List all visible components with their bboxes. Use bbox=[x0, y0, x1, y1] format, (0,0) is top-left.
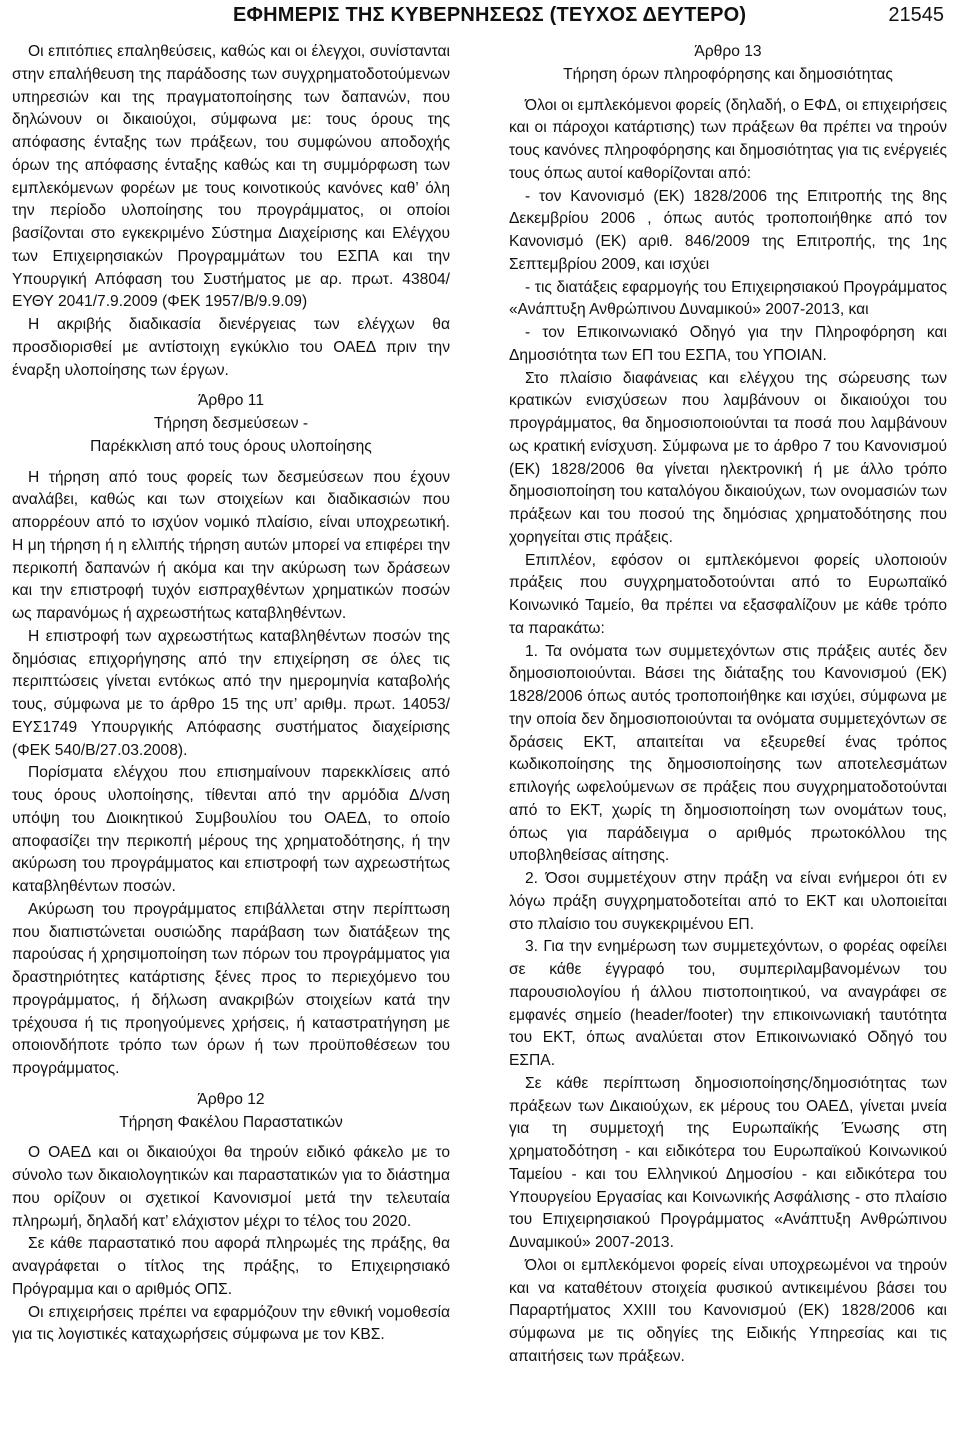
article-13-subtitle: Τήρηση όρων πληροφόρησης και δημοσιότητας bbox=[563, 65, 893, 83]
list-item: - τον Κανονισμό (ΕΚ) 1828/2006 της Επιτροπής της 8ης Δεκεμβρίου 2006 , όπως αυτός τροποποιήθηκε από τον Κανονισμό (ΕΚ) αριθ. 846/2009 της Επιτροπής, της 1ης Σεπτεμβρίου 2009, και ισχύει bbox=[509, 187, 947, 273]
paragraph: Επιπλέον, εφόσον οι εμπλεκόμενοι φορείς υλοποιούν πράξεις που συγχρηματοδοτούνται από το Ευρωπαϊκό Κοινωνικό Ταμείο, θα πρέπει να εξασφαλίζουν με κάθε τρόπο τα παρακάτω: bbox=[509, 551, 947, 637]
gazette-title: ΕΦΗΜΕΡΙΣ ΤΗΣ ΚΥΒΕΡΝΗΣΕΩΣ (ΤΕΥΧΟΣ ΔΕΥΤΕΡΟ) bbox=[233, 4, 747, 26]
paragraph: Σε κάθε παραστατικό που αφορά πληρωμές της πράξης, θα αναγράφεται ο τίτλος της πράξης, το Επιχειρησιακό Πρόγραμμα και ο αριθμός ΟΠΣ. bbox=[12, 1235, 450, 1298]
paragraph: Η επιστροφή των αχρεωστήτως καταβληθέντων ποσών της δημόσιας επιχορήγησης από την επιχείρηση σε όλες τις περιπτώσεις γίνεται εντόκως από την ημερομηνία καταβολής τους, σύμφωνα με το άρθρο 15 της υπ’ αριθμ. πρωτ. 14053/ΕΥΣ1749 Υπουργικής Απόφασης συστήματος διαχείρισης (ΦΕΚ 540/Β/27.03.2008). bbox=[12, 627, 450, 759]
paragraph: Όλοι οι εμπλεκόμενοι φορείς (δηλαδή, ο ΕΦΔ, οι επιχειρήσεις και οι πάροχοι κατάρτισης) των πράξεων θα πρέπει να τηρούν τους κανόνες πληροφόρησης και δημοσιότητας για τις ενέργειές τους όπως αυτοί καθορίζονται από: bbox=[509, 96, 947, 182]
article-12-subtitle: Τήρηση Φακέλου Παραστατικών bbox=[119, 1113, 343, 1131]
paragraph: Οι επιχειρήσεις πρέπει να εφαρμόζουν την εθνική νομοθεσία για τις λογιστικές καταχωρήσεις σύμφωνα με τον ΚΒΣ. bbox=[12, 1303, 450, 1344]
article-13-title: Άρθρο 13 bbox=[694, 43, 762, 60]
right-column bbox=[509, 40, 947, 1369]
paragraph: Οι επιτόπιες επαληθεύσεις, καθώς και οι έλεγχοι, συνίστανται στην επαλήθευση της παράδοσης των συγχρηματοδοτούμενων υπηρεσιών και της πραγματοποίησης των δαπανών, που δηλώνουν οι δικαιούχοι, σύμφωνα με: τους όρους της απόφασης ένταξης των πράξεων, του συμφώνου αποδοχής όρων της απόφασης ένταξης καθώς και τη συμμόρφωση των εμπλεκόμενων φορέων με τους κοινοτικούς κανόνες καθ’ όλη την περίοδο υλοποίησης του προγράμματος, οι οποίοι βασίζονται στο εγκεκριμένο Σύστημα Διαχείρισης και Ελέγχου των Επιχειρησιακών Προγραμμάτων του ΕΣΠΑ και την Υπουργική Απόφαση του Συστήματος με αρ. πρωτ. 43804/ΕΥΘΥ 2041/7.9.2009 (ΦΕΚ 1957/Β/9.9.09) bbox=[12, 43, 450, 311]
left-column bbox=[12, 40, 450, 1347]
paragraph: Στο πλαίσιο διαφάνειας και ελέγχου της σώρευσης των κρατικών ενισχύσεων που λαμβάνουν οι δικαιούχοι του προγράμματος, θα δημοσιοποιούνται τα ποσά που λαμβάνουν ως κρατική ενίσχυση. Σύμφωνα με το άρθρο 7 του Κανονισμού (ΕΚ) 1828/2006 θα γίνεται ηλεκτρονική ή με άλλο τρόπο δημοσιοποίηση του καταλόγου δικαιούχων, των ονομασιών των πράξεων και του ποσού της δημόσιας χρηματοδότησης που χορηγείται στις πράξεις. bbox=[509, 369, 947, 546]
paragraph: Η ακριβής διαδικασία διενέργειας των ελέγχων θα προσδιορισθεί με αντίστοιχη εγκύκλιο του ΟΑΕΔ πριν την έναρξη υλοποίησης των έργων. bbox=[12, 316, 450, 379]
article-11-title: Άρθρο 11 bbox=[197, 392, 264, 410]
article-11-subtitle: Παρέκκλιση από τους όρους υλοποίησης bbox=[90, 437, 372, 455]
paragraph: Πορίσματα ελέγχου που επισημαίνουν παρεκκλίσεις από τους όρους υλοποίησης, τίθενται από την αρμόδια Δ/νση υπόψη του Διοικητικού Συμβουλίου του ΟΑΕΔ, το οποίο αποφασίζει την περικοπή μέρους της χρηματοδότησης, ή την ακύρωση του προγράμματος και επιστροφή των αχρεωστήτως καταβληθέντων ποσών. bbox=[12, 764, 450, 895]
page-number: 21545 bbox=[888, 4, 944, 26]
paragraph: Ακύρωση του προγράμματος επιβάλλεται στην περίπτωση που διαπιστώνεται ουσιώδης παράβαση των διατάξεων της παρούσας ή χρησιμοποίηση των πόρων του προγράμματος για δραστηριότητες κατάρτισης ξένες προς το περιεχόμενο του προγράμματος, ή δήλωση ανακριβών στοιχείων κατά την τρέχουσα ή τις προηγούμενες χρήσεις, ή καταστρατήγηση με οποιονδήποτε τρόπο των όρων ή των προϋποθέσεων του προγράμματος. bbox=[12, 900, 450, 1077]
paragraph: Σε κάθε περίπτωση δημοσιοποίησης/δημοσιότητας των πράξεων των Δικαιούχων, εκ μέρους του ΟΑΕΔ, γίνεται μνεία για τη συμμετοχή της Ευρωπαϊκής Ένωσης στη χρηματοδότηση - και ειδικότερα του Ευρωπαϊκού Κοινωνικού Ταμείου - και του Ελληνικού Δημοσίου - και ειδικότερα του Υπουργείου Εργασίας και Κοινωνικής Ασφάλισης - στο πλαίσιο του Επιχειρησιακού Προγράμματος «Ανάπτυξη Ανθρώπινου Δυναμικού» 2007-2013. bbox=[509, 1074, 947, 1251]
article-12-title: Άρθρο 12 bbox=[197, 1090, 265, 1108]
paragraph: Όλοι οι εμπλεκόμενοι φορείς είναι υποχρεωμένοι να τηρούν και να καταθέτουν στοιχεία φυσικού αντικειμένου βάσει του Παραρτήματος XXIII του Κανονισμού (ΕΚ) 1828/2006 και σύμφωνα με τις οδηγίες της Ειδικής Υπηρεσίας και τις απαιτήσεις των πράξεων. bbox=[509, 1256, 947, 1365]
numbered-item: 3. Για την ενημέρωση των συμμετεχόντων, ο φορέας οφείλει σε κάθε έγγραφό του, συμπεριλαμβανομένων του παρουσιολογίου ή άλλου πιστοποιητικού, να αναγράφει σε εμφανές σημείο (header/footer) την επικοινωνιακή ταυτότητα του ΕΚΤ, όπως αναλύεται στον Επικοινωνιακό Οδηγό του ΕΣΠΑ. bbox=[509, 938, 947, 1069]
article-11-subtitle: Τήρηση δεσμεύσεων - bbox=[153, 415, 309, 432]
page-header bbox=[0, 0, 960, 40]
numbered-item: 2. Όσοι συμμετέχουν στην πράξη να είναι ενήμεροι ότι εν λόγω πράξη συγχρηματοδοτείται από το ΕΚΤ και υλοποιείται στο πλαίσιο του συγκεκριμένου ΕΠ. bbox=[509, 870, 947, 933]
numbered-item: 1. Τα ονόματα των συμμετεχόντων στις πράξεις αυτές δεν δημοσιοποιούνται. Βάσει της διάταξης του Κανονισμού (ΕΚ) 1828/2006 όπως αυτός τροποποιήθηκε και ισχύει, σύμφωνα με την οποία δεν δημοσιοποιούνται τα ονόματα συμμετεχόντων σε δράσεις ΕΚΤ, απαιτείται να εξευρεθεί ένας τρόπος κωδικοποίησης της δημοσιοποίησης των αποτελεσμάτων επιλογής ωφελούμενων σε πράξεις που συγχρηματοδοτούνται από το ΕΚΤ, χωρίς τη δημοσιοποίηση των ονομάτων τους, όπως για παράδειγμα ο αριθμός πρωτοκόλλου της υποβληθείσας αίτησης. bbox=[509, 642, 947, 865]
paragraph: Ο ΟΑΕΔ και οι δικαιούχοι θα τηρούν ειδικό φάκελο με το σύνολο των δικαιολογητικών και παραστατικών για το διάστημα που ορίζουν οι σχετικοί Κανονισμοί μετά την τελευταία πληρωμή, δηλαδή κατ’ ελάχιστον μέχρι το τέλος του 2020. bbox=[12, 1144, 450, 1230]
list-item: - τον Επικοινωνιακό Οδηγό για την Πληροφόρηση και Δημοσιότητα των ΕΠ του ΕΣΠΑ, του ΥΠΟΙΑΝ. bbox=[509, 324, 947, 364]
paragraph: Η τήρηση από τους φορείς των δεσμεύσεων που έχουν αναλάβει, καθώς και των στοιχείων και διαδικασιών που απορρέουν από το ισχύον νομικό πλαίσιο, είναι υποχρεωτική. Η μη τήρηση ή η ελλιπής τήρηση αυτών μπορεί να επιφέρει την περικοπή δαπανών ή ακόμα και την ακύρωση των δράσεων και την επιστροφή τυχόν εισπραχθέντων χρηματικών ποσών ως παρανόμως ή αχρεωστήτως καταβληθέντων. bbox=[12, 468, 450, 622]
list-item: - τις διατάξεις εφαρμογής του Επιχειρησιακού Προγράμματος «Ανάπτυξη Ανθρώπινου Δυναμικού» 2007-2013, και bbox=[509, 278, 947, 319]
